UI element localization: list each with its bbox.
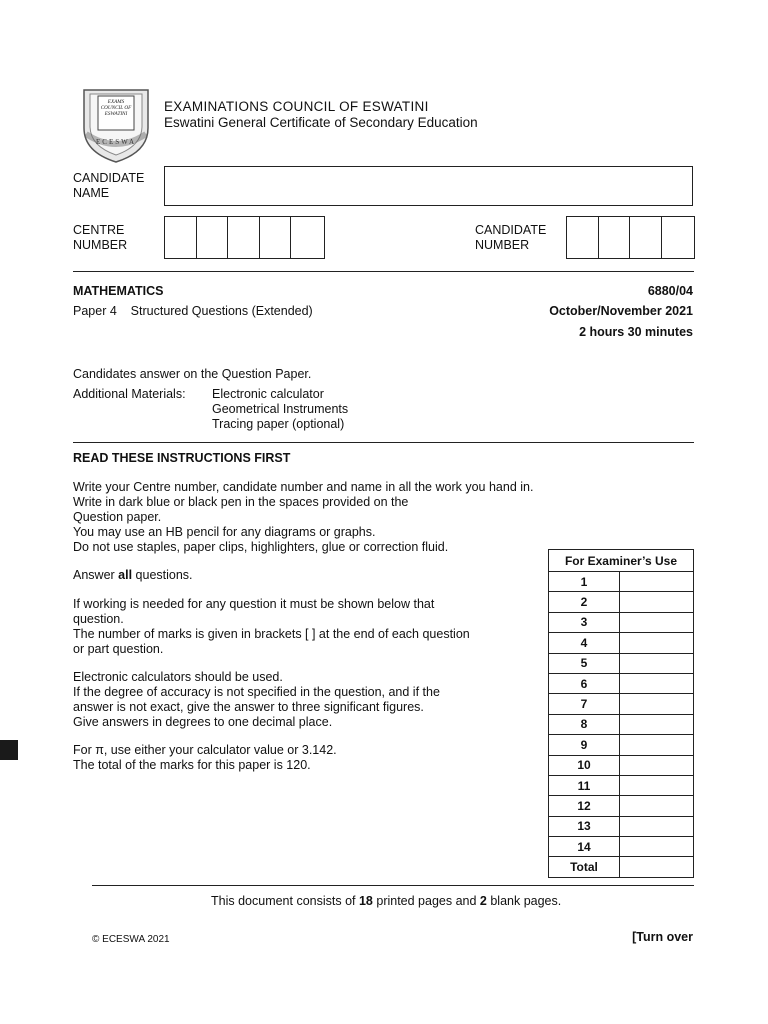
- crest-icon: [76, 84, 156, 164]
- candidate-digit-box[interactable]: [599, 217, 631, 258]
- candidate-name-label: CANDIDATE NAME: [73, 171, 145, 200]
- mark-cell[interactable]: [620, 572, 694, 592]
- question-number: 3: [549, 612, 620, 632]
- centre-digit-box[interactable]: [197, 217, 229, 258]
- blank-pages-count: 2: [479, 894, 487, 908]
- mark-cell[interactable]: [620, 796, 694, 816]
- question-number: 4: [549, 633, 620, 653]
- question-number: 14: [549, 837, 620, 857]
- centre-digit-box[interactable]: [228, 217, 260, 258]
- table-row: [549, 755, 694, 775]
- table-row: [549, 816, 694, 836]
- mark-cell[interactable]: [620, 673, 694, 693]
- table-row: [549, 694, 694, 714]
- exam-session: October/November 2021: [549, 304, 693, 318]
- instructions-block-1: [73, 480, 553, 555]
- table-row: [549, 612, 694, 632]
- logo-text-top: EXAMS COUNCIL OF ESWATINI: [100, 99, 132, 118]
- instruction-line: Write your Centre number, candidate number and name in all the work you hand in.: [73, 480, 534, 494]
- candidate-number-field[interactable]: [566, 216, 695, 259]
- answer-note: Candidates answer on the Question Paper.: [73, 367, 312, 381]
- mark-cell[interactable]: [620, 714, 694, 734]
- instructions-block-5: [73, 743, 533, 773]
- divider: [92, 885, 694, 886]
- question-number: 6: [549, 673, 620, 693]
- candidate-digit-box[interactable]: [567, 217, 599, 258]
- materials-item: Electronic calculator: [212, 387, 324, 401]
- instruction-line: answer is not exact, give the answer to three significant figures.: [73, 700, 424, 714]
- candidate-name-field[interactable]: [164, 166, 693, 206]
- question-number: 9: [549, 735, 620, 755]
- mark-cell[interactable]: [620, 612, 694, 632]
- table-row: [549, 775, 694, 795]
- table-row: [549, 735, 694, 755]
- materials-item: Geometrical Instruments: [212, 402, 349, 416]
- instruction-line: The number of marks is given in brackets [ ] at the end of each question: [73, 627, 470, 641]
- question-number: 2: [549, 592, 620, 612]
- turn-over: [Turn over: [632, 930, 693, 944]
- page-edge-marker: [0, 740, 18, 760]
- instruction-line: question.: [73, 612, 124, 626]
- question-number: 11: [549, 775, 620, 795]
- header-block: [164, 99, 478, 131]
- mark-cell[interactable]: [620, 735, 694, 755]
- table-row-total: [549, 857, 694, 877]
- centre-digit-box[interactable]: [291, 217, 324, 258]
- table-row: [549, 633, 694, 653]
- instruction-line: Electronic calculators should be used.: [73, 670, 283, 684]
- mark-cell[interactable]: [620, 775, 694, 795]
- question-number: 5: [549, 653, 620, 673]
- table-row: [549, 837, 694, 857]
- table-row: [549, 572, 694, 592]
- instruction-line: Question paper.: [73, 510, 162, 524]
- mark-cell[interactable]: [620, 592, 694, 612]
- instructions-heading: READ THESE INSTRUCTIONS FIRST: [73, 451, 291, 465]
- materials-item: Tracing paper (optional): [212, 417, 345, 431]
- divider: [73, 442, 694, 443]
- table-row: [549, 673, 694, 693]
- centre-number-label: CENTRE NUMBER: [73, 223, 128, 252]
- centre-digit-box[interactable]: [260, 217, 292, 258]
- instruction-line: or part question.: [73, 642, 164, 656]
- question-number: 1: [549, 572, 620, 592]
- materials-list: [212, 387, 348, 432]
- mark-cell[interactable]: [620, 653, 694, 673]
- examiner-table: [548, 549, 694, 878]
- mark-cell[interactable]: [620, 755, 694, 775]
- council-name: EXAMINATIONS COUNCIL OF ESWATINI: [164, 99, 429, 114]
- page-count-note: This document consists of 18 printed pages and 2 blank pages.: [211, 894, 562, 908]
- mark-cell[interactable]: [620, 837, 694, 857]
- instruction-line: If working is needed for any question it must be shown below that: [73, 597, 435, 611]
- divider: [73, 271, 694, 272]
- answer-all-line: Answer all questions.: [73, 568, 193, 582]
- instruction-line: The total of the marks for this paper is 120.: [73, 758, 311, 772]
- table-row: [549, 796, 694, 816]
- question-number: 10: [549, 755, 620, 775]
- examiner-table-title: For Examiner’s Use: [549, 550, 694, 572]
- table-row: [549, 714, 694, 734]
- centre-number-field[interactable]: [164, 216, 325, 259]
- copyright: © ECESWA 2021: [92, 934, 170, 945]
- paper-description: Paper 4 Structured Questions (Extended): [73, 304, 313, 318]
- instruction-line: You may use an HB pencil for any diagrams or graphs.: [73, 525, 376, 539]
- question-number: 7: [549, 694, 620, 714]
- question-number: 12: [549, 796, 620, 816]
- printed-pages-count: 18: [358, 894, 373, 908]
- eceswa-logo: [76, 84, 156, 164]
- instruction-line: For π, use either your calculator value or 3.142.: [73, 743, 337, 757]
- instruction-line: If the degree of accuracy is not specified in the question, and if the: [73, 685, 440, 699]
- table-row: [549, 653, 694, 673]
- total-label: Total: [549, 857, 620, 877]
- candidate-number-label: CANDIDATE NUMBER: [475, 223, 547, 252]
- total-mark-cell[interactable]: [620, 857, 694, 877]
- question-number: 8: [549, 714, 620, 734]
- candidate-digit-box[interactable]: [662, 217, 694, 258]
- subject-title: MATHEMATICS: [73, 284, 164, 298]
- question-number: 13: [549, 816, 620, 836]
- centre-digit-box[interactable]: [165, 217, 197, 258]
- table-row: [549, 592, 694, 612]
- instruction-line: Write in dark blue or black pen in the spaces provided on the: [73, 495, 409, 509]
- mark-cell[interactable]: [620, 633, 694, 653]
- certificate-name: Eswatini General Certificate of Secondary Education: [164, 115, 478, 130]
- mark-cell[interactable]: [620, 816, 694, 836]
- answer-all-emphasis: all: [118, 568, 133, 582]
- instructions-block-4: [73, 670, 533, 730]
- mark-cell[interactable]: [620, 694, 694, 714]
- exam-duration: 2 hours 30 minutes: [579, 325, 693, 339]
- instruction-line: Give answers in degrees to one decimal place.: [73, 715, 333, 729]
- materials-label: Additional Materials:: [73, 387, 186, 401]
- instruction-line: Do not use staples, paper clips, highlighters, glue or correction fluid.: [73, 540, 449, 554]
- paper-code: 6880/04: [647, 284, 693, 298]
- candidate-digit-box[interactable]: [630, 217, 662, 258]
- instructions-block-3: [73, 597, 533, 657]
- logo-text-bottom: ECESWA: [96, 138, 136, 146]
